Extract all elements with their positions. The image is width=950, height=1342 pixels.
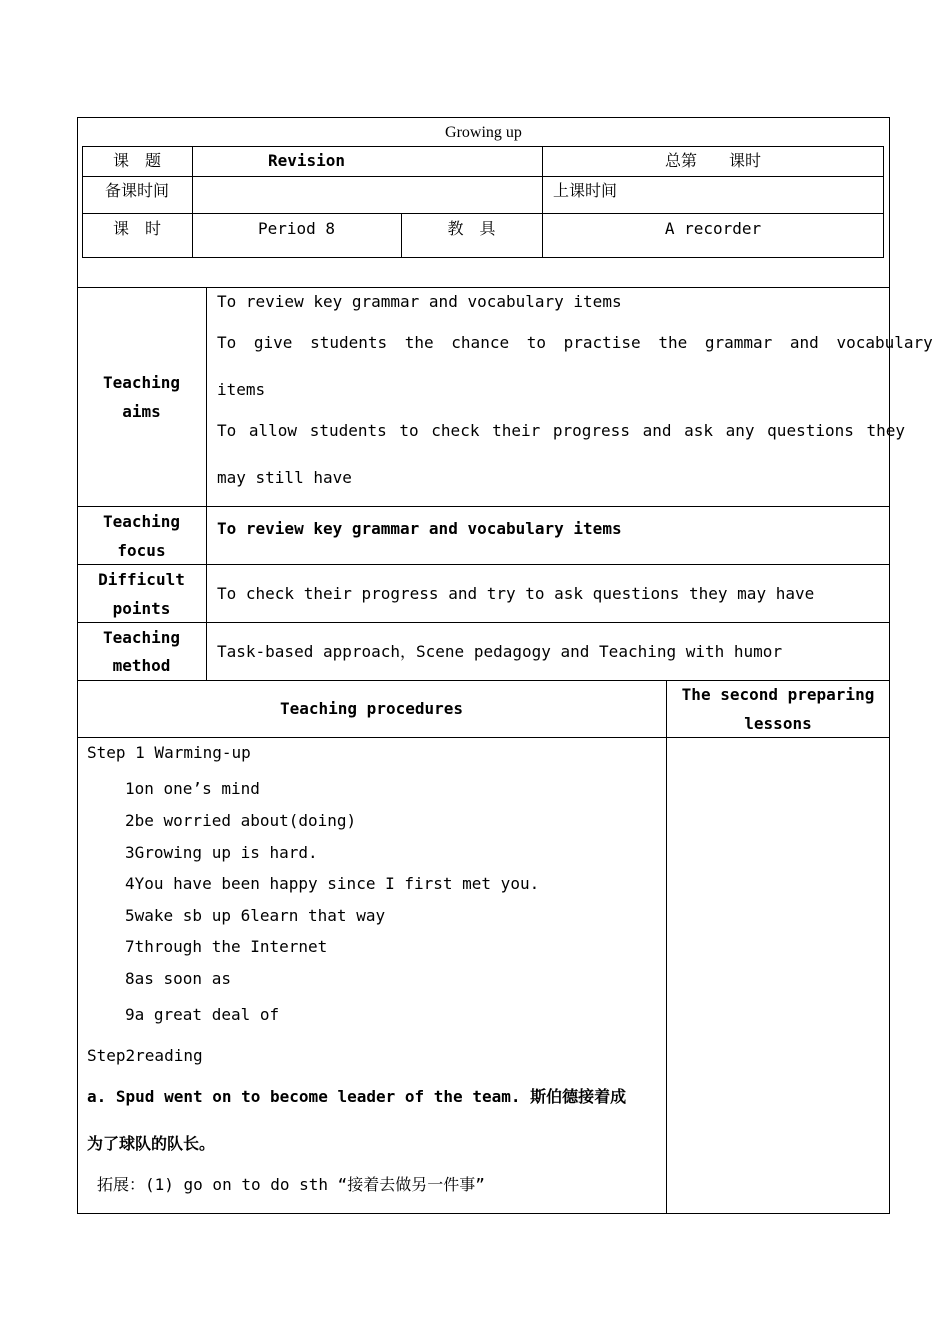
divider (206, 287, 207, 680)
difficult-label: points (112, 599, 171, 618)
focus-text: To review key grammar and vocabulary items (217, 519, 622, 538)
divider (77, 622, 890, 623)
topic-value: Revision (268, 151, 346, 170)
procedures-header: Teaching procedures (279, 699, 464, 718)
class-time-label: 上课时间 (553, 181, 618, 200)
list-item: 8as soon as (125, 969, 231, 988)
list-item: 3Growing up is hard. (125, 843, 318, 862)
tools-value: A recorder (664, 219, 762, 238)
divider (82, 176, 884, 177)
prep-time-label: 备课时间 (104, 181, 169, 200)
topic-label: 课 题 (112, 151, 161, 170)
total-period-label: 总第 课时 (664, 151, 761, 170)
step1-heading: Step 1 Warming-up (87, 743, 251, 762)
divider (77, 564, 890, 565)
period-value: Period 8 (257, 219, 336, 238)
method-text: Task-based approach，Scene pedagogy and Teaching with humor (217, 642, 783, 661)
list-item: 1on one’s mind (125, 779, 260, 798)
aim-line: To review key grammar and vocabulary items (217, 292, 622, 311)
divider (82, 213, 884, 214)
list-item: 4You have been happy since I first met you. (125, 874, 540, 893)
second-preparing-header: lessons (744, 714, 812, 733)
divider (666, 680, 667, 1214)
extension-note: 拓展：(1) go on to do sth “接着去做另一件事” (97, 1175, 485, 1194)
reading-translation: 为了球队的队长。 (87, 1134, 216, 1153)
aim-line: may still have (217, 468, 352, 487)
page-title: Growing up (445, 124, 522, 141)
second-preparing-header: The second preparing (681, 685, 875, 704)
divider (77, 287, 890, 288)
list-item: 2be worried about(doing) (125, 811, 357, 830)
focus-label: focus (117, 541, 166, 560)
method-label: method (112, 656, 171, 675)
aim-line: To give students the chance to practise the grammar and vocabulary (217, 333, 933, 352)
method-label: Teaching (102, 628, 181, 647)
list-item: 5wake sb up 6learn that way (125, 906, 386, 925)
difficult-label: Difficult (98, 570, 185, 589)
difficult-text: To check their progress and try to ask questions they may have (217, 584, 815, 603)
tools-label: 教 具 (447, 219, 496, 238)
reading-sentence: a. Spud went on to become leader of the team. 斯伯德接着成 (87, 1087, 627, 1106)
divider (77, 506, 890, 507)
aims-label: Teaching (102, 373, 181, 392)
focus-label: Teaching (102, 512, 181, 531)
step2-heading: Step2reading (87, 1046, 203, 1065)
list-item: 7through the Internet (125, 937, 328, 956)
aim-line: items (217, 380, 266, 399)
list-item: 9a great deal of (125, 1005, 280, 1024)
aim-line: To allow students to check their progress and ask any questions they (217, 421, 906, 440)
divider (192, 146, 193, 258)
period-label: 课 时 (112, 219, 161, 238)
aims-label: aims (122, 402, 161, 421)
divider (77, 737, 890, 738)
divider (77, 680, 890, 681)
